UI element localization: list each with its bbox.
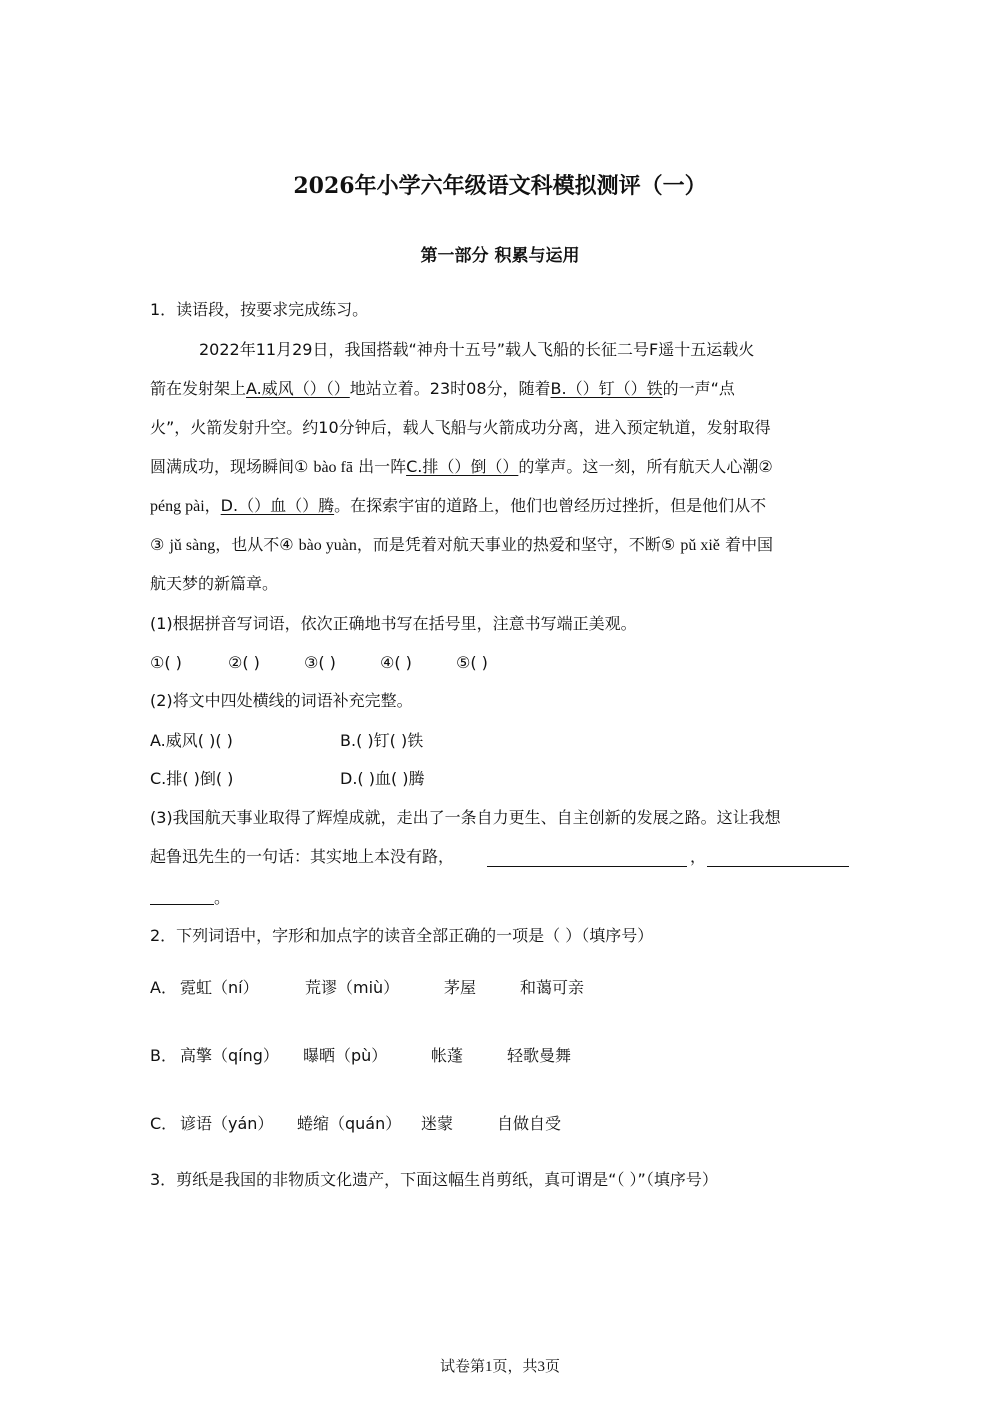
q1-sub1-blank-5[interactable]: ⑤( ): [456, 653, 488, 672]
q1-sub1: (1)根据拼音写词语，依次正确地书写在括号里，注意书写端正美观。: [150, 614, 637, 633]
q3-stem: 3．剪纸是我国的非物质文化遗产，下面这幅生肖剪纸，真可谓是“（ ）”（填序号）: [150, 1170, 718, 1189]
answer-blank-2[interactable]: [707, 849, 849, 867]
pinyin-1: bào fā: [313, 459, 353, 476]
passage-line-2: [150, 378, 735, 400]
q2-option-c-label[interactable]: C．: [150, 1114, 178, 1133]
passage-text: ，也从不④: [215, 535, 294, 554]
passage-text: 出一阵: [358, 457, 407, 476]
q2-option-c-item-3: 迷蒙: [421, 1114, 454, 1133]
q2-option-b-item-2: 曝晒（pù）: [303, 1046, 388, 1065]
underlined-phrase-b: B.（）钉（）铁: [550, 379, 663, 398]
underlined-phrase-c: C.排（）倒（）: [406, 457, 519, 476]
q1-sub3-line-2: [150, 846, 454, 868]
pinyin-3: jǔ sàng: [169, 537, 216, 554]
passage-text: 圆满成功，现场瞬间①: [150, 457, 309, 476]
q2-option-b-item-1: 高擎（qíng）: [180, 1046, 279, 1065]
q2-option-a-label[interactable]: A．: [150, 978, 177, 997]
sub3-comma: ，: [690, 847, 707, 866]
q1-sub1-blank-2[interactable]: ②( ): [228, 653, 260, 672]
passage-line-4: [150, 456, 773, 479]
passage-text: 的掌声。这一刻，所有航天人心潮②: [518, 457, 773, 476]
q1-sub2-b[interactable]: B.( )钉( )铁: [340, 731, 424, 750]
passage-text: 着中国: [724, 535, 773, 554]
q2-stem: 2．下列词语中，字形和加点字的读音全部正确的一项是（ ）（填序号）: [150, 926, 654, 945]
answer-blank-1[interactable]: [487, 849, 687, 867]
q2-option-b-label[interactable]: B．: [150, 1046, 177, 1065]
q1-sub2-d[interactable]: D.( )血( )腾: [340, 769, 425, 788]
answer-blank-2-cont[interactable]: [150, 887, 214, 905]
passage-text: ，而是凭着对航天事业的热爱和坚守，不断⑤: [356, 535, 676, 554]
q2-option-a-item-1: 霓虹（ní）: [180, 978, 259, 997]
pinyin-5: pǔ xiě: [680, 537, 720, 554]
q1-sub1-blank-3[interactable]: ③( ): [304, 653, 336, 672]
section-heading: 第一部分 积累与运用: [420, 246, 580, 266]
q2-option-b-item-4: 轻歌曼舞: [507, 1046, 572, 1065]
passage-text: ③: [150, 535, 165, 554]
q2-option-b-item-3: 帐蓬: [431, 1046, 464, 1065]
sub3-period: 。: [214, 888, 231, 907]
passage-line-1: 2022年11月29日，我国搭载“神舟十五号”载人飞船的长征二号F遥十五运载火: [199, 340, 755, 359]
passage-line-7: 航天梦的新篇章。: [150, 574, 279, 593]
page-title: 2026年小学六年级语文科模拟测评（一）: [293, 173, 707, 199]
q2-option-a-item-4: 和蔼可亲: [520, 978, 585, 997]
q2-option-c-item-2: 蜷缩（quán）: [297, 1114, 402, 1133]
q1-sub2-a[interactable]: A.威风( )( ): [150, 731, 233, 750]
pinyin-4: bào yuàn: [298, 537, 357, 554]
pinyin-2: péng pài: [150, 498, 205, 515]
q1-sub2-c[interactable]: C.排( )倒( ): [150, 769, 234, 788]
q1-sub2: (2)将文中四处横线的词语补充完整。: [150, 691, 413, 710]
passage-text: 地站立着。23时08分，随着: [349, 379, 551, 398]
passage-text: 的一声“点: [662, 379, 735, 398]
passage-line-5: [150, 495, 766, 518]
underlined-phrase-d: D.（）血（）腾: [220, 496, 335, 515]
passage-text: ，: [204, 496, 221, 515]
q1-sub3-line-1: (3)我国航天事业取得了辉煌成就，走出了一条自力更生、自主创新的发展之路。这让我想: [150, 808, 781, 827]
underlined-phrase-a: A.威风（）（）: [246, 379, 350, 398]
q2-option-a-item-2: 荒谬（miù）: [305, 978, 400, 997]
page-footer: 试卷第1页，共3页: [439, 1359, 560, 1375]
q2-option-a-item-3: 茅屋: [444, 978, 477, 997]
q1-sub1-blank-4[interactable]: ④( ): [380, 653, 412, 672]
q2-option-c-item-1: 谚语（yán）: [180, 1114, 274, 1133]
passage-line-3: 火”，火箭发射升空。约10分钟后，载人飞船与火箭成功分离，进入预定轨道，发射取得: [150, 418, 771, 437]
q2-option-c-item-4: 自做自受: [497, 1114, 562, 1133]
q1-sub1-blank-1[interactable]: ①( ): [150, 653, 182, 672]
passage-text: 。在探索宇宙的道路上，他们也曾经历过挫折，但是他们从不: [334, 496, 767, 515]
passage-text: 箭在发射架上: [150, 379, 247, 398]
q1-stem: 1．读语段，按要求完成练习。: [150, 300, 369, 319]
passage-line-6: [150, 534, 773, 557]
sub3-text: 起鲁迅先生的一句话：其实地上本没有路，: [150, 847, 455, 866]
